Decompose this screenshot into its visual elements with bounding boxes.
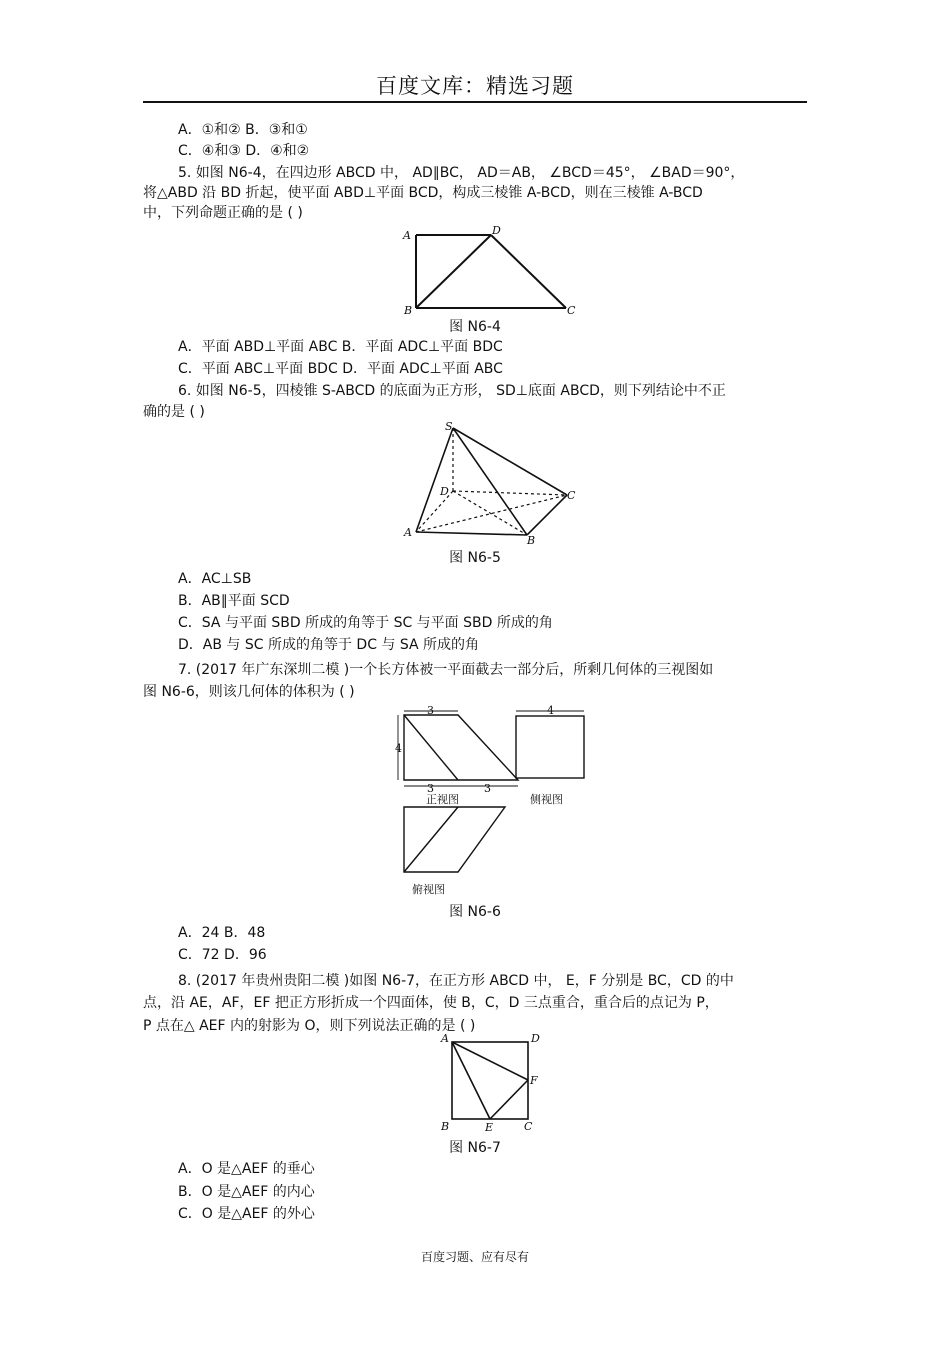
label-e: E [485, 1121, 494, 1134]
label-d: D [440, 485, 449, 498]
edge-ab [416, 532, 527, 535]
figure-n6-6 [390, 700, 590, 900]
caption-n6-7: 图 N6-7 [449, 1140, 501, 1156]
q8-stem-line2: 点，沿 AE，AF，EF 把正方形折成一个四面体，使 B，C，D 三点重合，重合后的点记为 P， [143, 995, 719, 1011]
q8-stem-line1: 8. (2017 年贵州贵阳二模 )如图 N6-7，在正方形 ABCD 中， E，F 分别是 BC，CD 的中 [178, 973, 734, 989]
edge-ae [452, 1042, 490, 1119]
caption-n6-6: 图 N6-6 [449, 904, 501, 920]
edge-dc [453, 491, 567, 495]
label-b: B [527, 534, 536, 547]
top-view-diagonal [404, 807, 458, 872]
q8-stem-line3: P 点在△ AEF 内的射影为 O，则下列说法正确的是 ( ) [143, 1018, 476, 1034]
q5-stem-line3: 中，下列命题正确的是 ( ) [143, 205, 303, 221]
front-view-shape [404, 715, 518, 780]
label-b: B [441, 1120, 450, 1133]
q6-option-c: C．SA 与平面 SBD 所成的角等于 SC 与平面 SBD 所成的角 [178, 615, 553, 631]
q6-option-a: A．AC⊥SB [178, 571, 252, 587]
label-d: D [492, 224, 501, 237]
caption-n6-5: 图 N6-5 [449, 550, 501, 566]
q5-options-line2: C．平面 ABC⊥平面 BDC D．平面 ADC⊥平面 ABC [178, 361, 503, 377]
page-title: 百度文库：精选习题 [376, 74, 574, 98]
label-a: A [441, 1032, 449, 1045]
q5-stem-line2: 将△ABD 沿 BD 折起，使平面 ABD⊥平面 BCD，构成三棱锥 A-BCD，则在三棱锥 A-BCD [143, 185, 703, 201]
top-view-label: 俯视图 [412, 883, 445, 896]
edge-sc [453, 428, 567, 495]
label-c: C [524, 1120, 533, 1133]
label-f: F [530, 1074, 538, 1087]
q8-option-b: B．O 是△AEF 的内心 [178, 1184, 315, 1200]
dim-height: 4 [395, 742, 402, 755]
edge-dc [491, 235, 566, 308]
edge-sa [416, 428, 453, 532]
label-a: A [404, 526, 412, 539]
label-c: C [567, 489, 576, 502]
figure-n6-5 [395, 418, 590, 548]
q6-stem-line1: 6. 如图 N6-5，四棱锥 S-ABCD 的底面为正方形， SD⊥底面 ABCD，则下列结论中不正 [178, 383, 726, 399]
figure-n6-4 [400, 222, 590, 317]
edge-bd [416, 235, 491, 308]
label-a: A [403, 229, 411, 242]
side-view-shape [516, 716, 584, 778]
edge-sb [453, 428, 527, 535]
q5-options-line1: A．平面 ABD⊥平面 ABC B．平面 ADC⊥平面 BDC [178, 339, 503, 355]
q6-stem-line2: 确的是 ( ) [143, 404, 205, 420]
dim-bottom-left: 3 [427, 782, 434, 795]
label-d: D [531, 1032, 540, 1045]
page-footer: 百度习题、应有尽有 [420, 1250, 529, 1264]
edge-af [452, 1042, 528, 1080]
front-view-diagonal [404, 715, 458, 780]
dim-bottom-right: 3 [484, 782, 491, 795]
q7-stem-line2: 图 N6-6，则该几何体的体积为 ( ) [143, 684, 355, 700]
q4-options-line1: A．①和② B．③和① [178, 122, 308, 138]
q7-options-line1: A．24 B．48 [178, 925, 266, 941]
q4-options-line2: C．④和③ D．④和② [178, 143, 310, 159]
q5-stem-line1: 5. 如图 N6-4，在四边形 ABCD 中， AD∥BC， AD＝AB， ∠BCD＝45°， ∠BAD＝90°， [178, 165, 745, 181]
edge-bc [527, 495, 567, 535]
header-divider [143, 101, 807, 103]
square-abcd [452, 1042, 528, 1119]
figure-n6-7 [435, 1032, 550, 1137]
q8-option-a: A．O 是△AEF 的垂心 [178, 1161, 315, 1177]
side-view-label: 侧视图 [530, 793, 563, 806]
label-c: C [567, 304, 576, 317]
top-view-shape [404, 807, 505, 872]
q8-option-c: C．O 是△AEF 的外心 [178, 1206, 315, 1222]
dim-top: 3 [427, 704, 434, 717]
label-b: B [404, 304, 413, 317]
caption-n6-4: 图 N6-4 [449, 319, 501, 335]
q7-options-line2: C．72 D．96 [178, 947, 267, 963]
label-s: S [445, 420, 453, 433]
q6-option-d: D．AB 与 SC 所成的角等于 DC 与 SA 所成的角 [178, 637, 480, 653]
front-view-label: 正视图 [426, 793, 459, 806]
dim-side: 4 [547, 704, 554, 717]
q7-stem-line1: 7. (2017 年广东深圳二模 )一个长方体被一平面截去一部分后，所剩几何体的三视图如 [178, 662, 714, 678]
edge-db [453, 491, 527, 535]
edge-ef [490, 1080, 528, 1119]
q6-option-b: B．AB∥平面 SCD [178, 593, 290, 609]
